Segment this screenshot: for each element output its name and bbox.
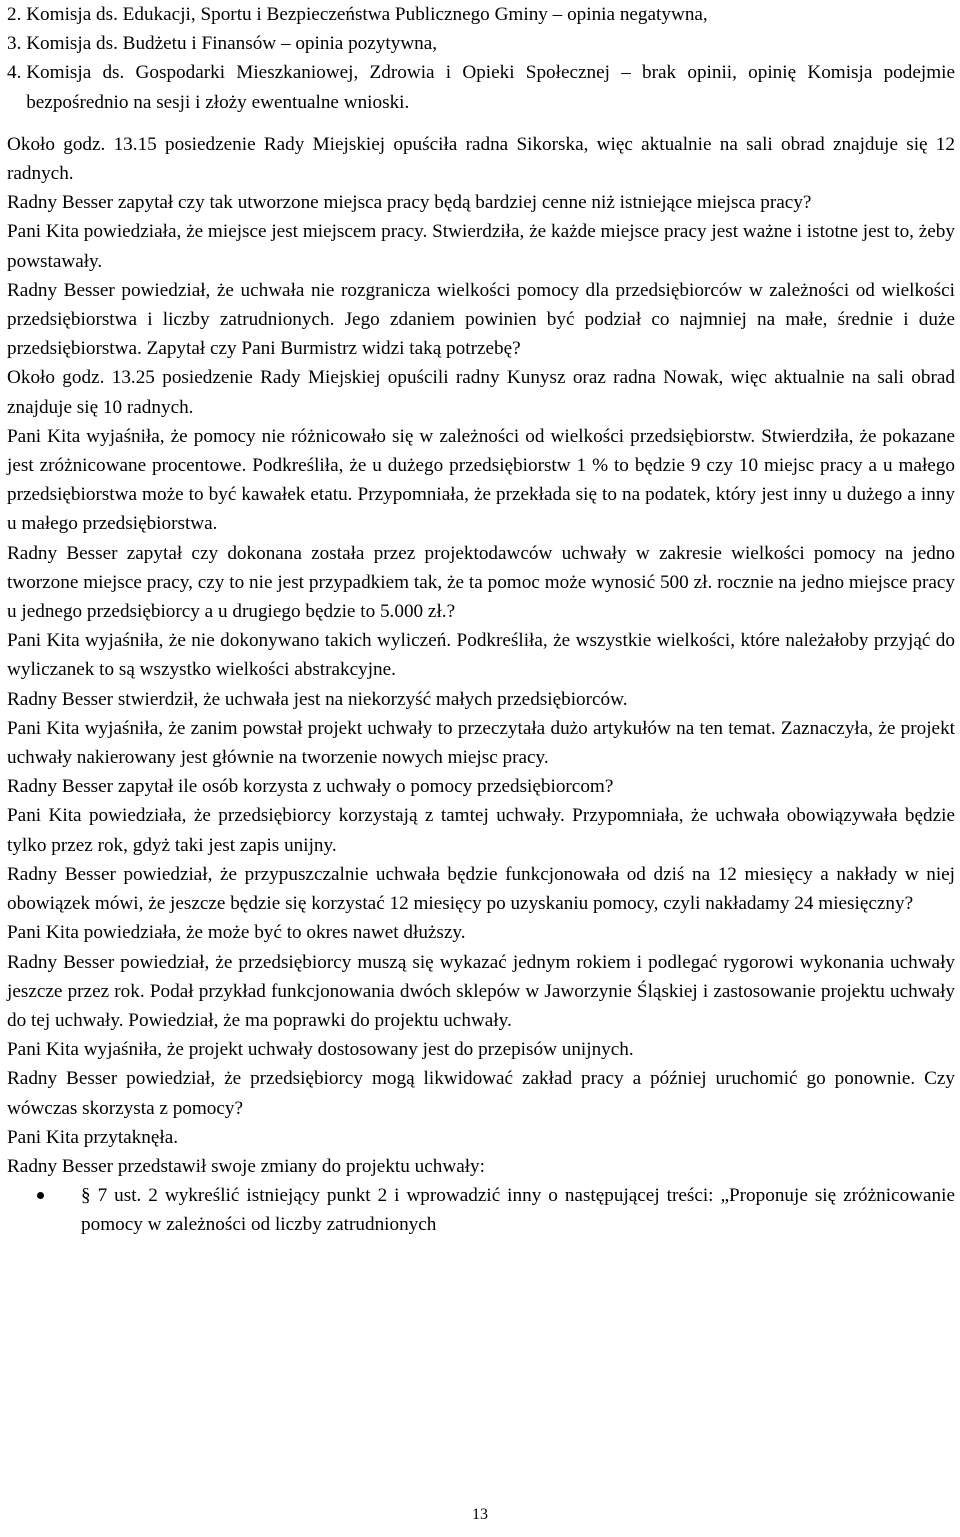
- paragraph: Pani Kita powiedziała, że przedsiębiorcy korzystają z tamtej uchwały. Przypomniała, że uchwała obowiązywała będzie tylko przez rok, gdyż taki jest zapis unijny.: [7, 805, 955, 856]
- paragraph: Pani Kita przytaknęła.: [7, 1126, 179, 1148]
- paragraph: Radny Besser zapytał czy tak utworzone miejsca pracy będą bardziej cenne niż istniejące miejsca pracy?: [7, 192, 812, 214]
- paragraph: Pani Kita wyjaśniła, że zanim powstał projekt uchwały to przeczytała dużo artykułów na ten temat. Zaznaczyła, że projekt uchwały nakierowany jest głównie na tworzenie nowych miejsc pracy.: [7, 717, 955, 769]
- paragraph: Około godz. 13.25 posiedzenie Rady Miejskiej opuścili radny Kunysz oraz radna Nowak, więc aktualnie na sali obrad znajduje się 10 radnych.: [7, 367, 955, 418]
- bullet-icon: [7, 1181, 81, 1239]
- paragraph: Radny Besser przedstawił swoje zmiany do projektu uchwały:: [7, 1155, 485, 1177]
- list-item-text: Komisja ds. Edukacji, Sportu i Bezpieczeństwa Publicznego Gminy – opinia negatywna,: [26, 4, 708, 25]
- commission-opinions-list: [7, 0, 955, 117]
- paragraph: Radny Besser zapytał czy dokonana została przez projektodawców uchwały w zakresie wielkości pomocy na jedno tworzone miejsce pracy, czy to nie jest przypadkiem tak, że ta pomoc może wynosić 500 zł. rocznie na jedno miejsce pracy u jednego przedsiębiorcy a u drugiego będzie to 5.000 zł.?: [7, 542, 955, 623]
- paragraph: Pani Kita powiedziała, że może być to okres nawet dłuższy.: [7, 922, 466, 944]
- paragraph: Radny Besser stwierdził, że uchwała jest na niekorzyść małych przedsiębiorców.: [7, 688, 628, 710]
- document-body: [7, 0, 955, 1240]
- list-item-number: 2.: [7, 4, 27, 25]
- paragraph: Radny Besser powiedział, że uchwała nie rozgranicza wielkości pomocy dla przedsiębiorców w zależności od wielkości przedsiębiorstwa i liczby zatrudnionych. Jego zdaniem powinien być podział co najmniej na małe, średnie i duże przedsiębiorstwa. Zapytał czy Pani Burmistrz widzi taką potrzebę?: [7, 279, 955, 360]
- paragraph: Pani Kita powiedziała, że miejsce jest miejscem pracy. Stwierdziła, że każde miejsce pracy jest ważne i istotne jest to, żeby powstawały.: [7, 221, 955, 272]
- list-item-text: Komisja ds. Budżetu i Finansów – opinia pozytywna,: [26, 33, 438, 55]
- list-item: [7, 0, 955, 29]
- bullet-text: § 7 ust. 2 wykreślić istniejący punkt 2 i wprowadzić inny o następującej treści: „Proponuje się zróżnicowanie pomocy w zależności od liczby zatrudnionych: [81, 1185, 955, 1236]
- paragraph: Radny Besser powiedział, że przedsiębiorcy mogą likwidować zakład pracy a później uruchomić go ponownie. Czy wówczas skorzysta z pomocy?: [7, 1068, 955, 1119]
- list-item-text: Komisja ds. Gospodarki Mieszkaniowej, Zdrowia i Opieki Społecznej – brak opinii, opinię Komisja podejmie bezpośrednio na sesji i złoży ewentualne wnioski.: [26, 62, 955, 113]
- paragraph-gap: [7, 117, 955, 130]
- list-item: [7, 29, 955, 58]
- paragraph: Około godz. 13.15 posiedzenie Rady Miejskiej opuściła radna Sikorska, więc aktualnie na sali obrad znajduje się 12 radnych.: [7, 133, 955, 185]
- paragraph: Radny Besser powiedział, że przedsiębiorcy muszą się wykazać jednym rokiem i podlegać rygorowi wykonania uchwały jeszcze przez rok. Podał przykład funkcjonowania dwóch sklepów w Jaworzynie Śląskiej i zastosowanie projektu uchwały do tej uchwały. Powiedział, że ma poprawki do projektu uchwały.: [7, 951, 955, 1031]
- page-number: 13: [472, 1506, 488, 1523]
- amendment-bullet-item: [7, 1181, 955, 1239]
- paragraph: Pani Kita wyjaśniła, że nie dokonywano takich wyliczeń. Podkreśliła, że wszystkie wielkości, które należałoby przyjąć do wyliczanek to są wszystko wielkości abstrakcyjne.: [7, 630, 955, 681]
- paragraph: Radny Besser zapytał ile osób korzysta z uchwały o pomocy przedsiębiorcom?: [7, 776, 614, 798]
- paragraph: Pani Kita wyjaśniła, że pomocy nie różnicowało się w zależności od wielkości przedsiębiorstw. Stwierdziła, że pokazane jest zróżnicowane procentowe. Podkreśliła, że u dużego przedsiębiorstw 1 % to będzie 9 czy 10 miejsc pracy a u małego przedsiębiorstwa może to być kawałek etatu. Przypomniała, że przekłada się to na podatek, który jest inny u dużego a inny u małego przedsiębiorstwa.: [7, 425, 955, 535]
- list-item-number: 4.: [7, 62, 27, 84]
- paragraph: Pani Kita wyjaśniła, że projekt uchwały dostosowany jest do przepisów unijnych.: [7, 1039, 634, 1061]
- list-item: [7, 58, 955, 116]
- paragraph: Radny Besser powiedział, że przypuszczalnie uchwała będzie funkcjonowała od dziś na 12 miesięcy a nakłady w niej obowiązek mówi, że jeszcze będzie się korzystać 12 miesięcy po uzyskaniu pomocy, czyli nakładamy 24 miesięczny?: [7, 863, 955, 915]
- list-item-number: 3.: [7, 33, 27, 55]
